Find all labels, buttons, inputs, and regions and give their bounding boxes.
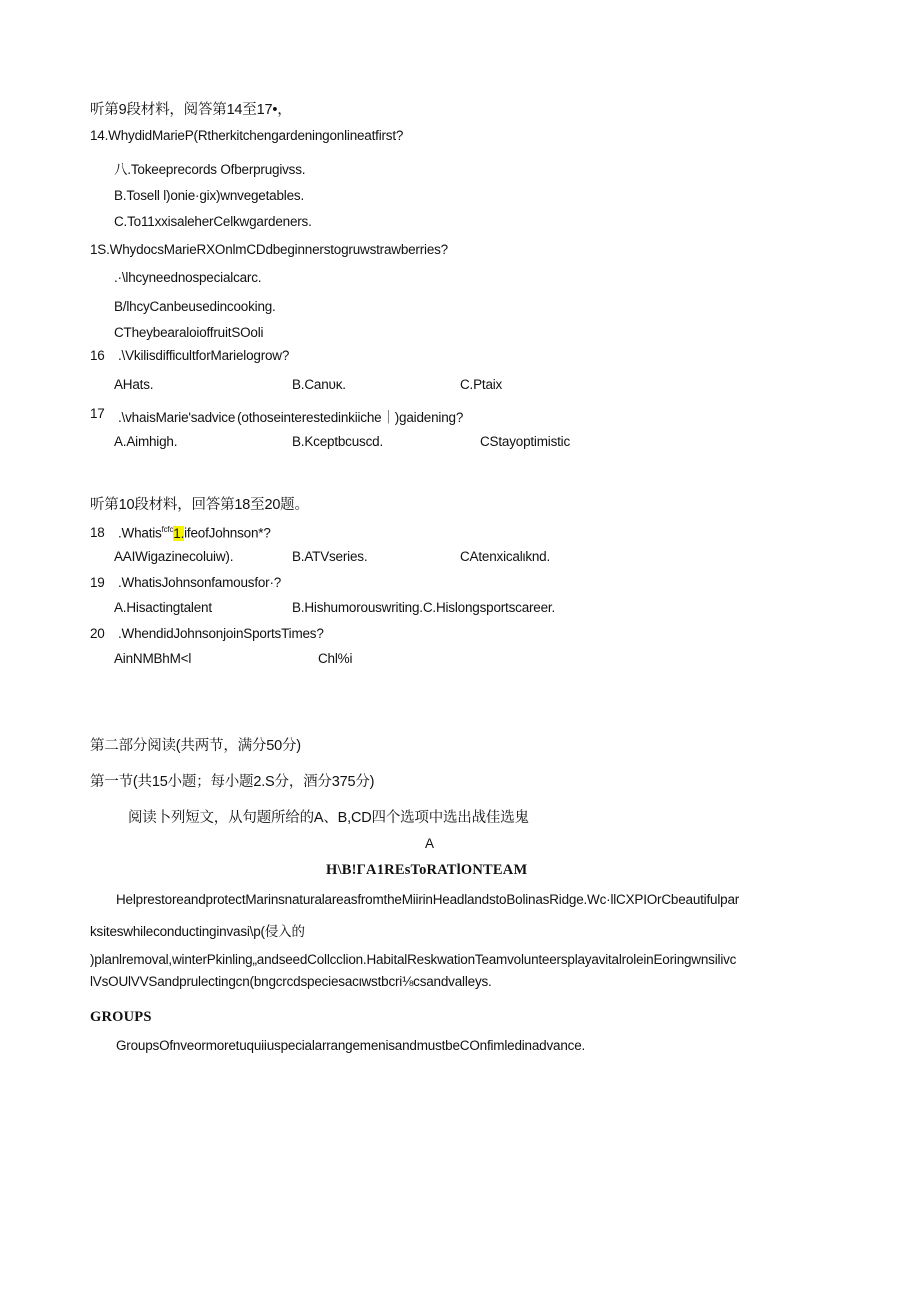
question-18-number: 18 bbox=[90, 525, 105, 540]
q20-option-c: Chl%i bbox=[318, 651, 353, 666]
question-20-number: 20 bbox=[90, 626, 105, 641]
reading-instructions: 阅读卜列短文，从句题所给的A、B,CD四个选项中选出战佳选鬼 bbox=[128, 810, 529, 826]
q16-option-b: B.Canυκ. bbox=[292, 377, 346, 392]
q19-option-c: C.Hislongsportscareer. bbox=[422, 600, 556, 615]
paragraph-line-3: )planlremoval,winterPkinling„andseedCollcclion.HabitalReskwationTeamvolunteersplayavitalroleinEoringwnsilivc bbox=[90, 952, 737, 967]
q19-option-b bbox=[292, 600, 555, 615]
question-15: 1S.WhydocsMarieRXOnlmCDdbeginnerstogruwstrawberries? bbox=[90, 242, 448, 257]
q17-option-c: CStayoptimistic bbox=[480, 434, 571, 449]
question-19-number: 19 bbox=[90, 575, 105, 590]
q18-option-c: CAtenxicalιknd. bbox=[460, 549, 551, 564]
question-20: .WhendidJohnsonjoinSportsTimes? bbox=[118, 626, 324, 641]
question-18-text-start: .Whatis bbox=[118, 525, 162, 541]
paragraph-line-2: ksiteswhileconductinginvasi\p(侵入的 bbox=[90, 924, 305, 939]
reading-part-header: 第二部分阅读(共两节，满分50分) bbox=[90, 738, 301, 754]
question-14: 14.WhydidMarieP(Rtherkitchengardeningonlineatfirst? bbox=[90, 128, 404, 143]
q14-option-c: C.To11xxisaleherCelkwgardeners. bbox=[114, 214, 312, 229]
q18-option-a: AAIWigazinecoluiw). bbox=[114, 549, 234, 564]
passage-title: H\B!ΓA1REsToRATlONTEAM bbox=[326, 862, 528, 878]
question-16-number: 16 bbox=[90, 348, 105, 363]
question-18-text-end: ifeofJohnson*? bbox=[184, 525, 271, 541]
question-17-text-start: .\vhaisMarie'sadvice bbox=[118, 410, 236, 425]
q15-option-c: CTheybearaloioffruitSOoli bbox=[114, 325, 264, 340]
section9-header: 听第9段材料，阅答第14至17•， bbox=[90, 102, 292, 118]
paragraph-line-4: lVsOUlVVSandprulectingcn(bngcrcdspeciesacιwstbcri⅛csandvalleys. bbox=[90, 974, 492, 989]
reading-section1-header: 第一节(共15小题；每小题2.S分，酒分375分) bbox=[90, 774, 375, 790]
q16-option-a: AHats. bbox=[114, 377, 154, 392]
question-19: .WhatisJohnsonfamousfor·? bbox=[118, 575, 282, 590]
q19-option-b-text: B.Hishumorouswriting. bbox=[292, 600, 423, 615]
q20-option-a: AinNMBhM<l bbox=[114, 651, 192, 666]
question-16: .\VkilisdifficultforMarielogrow? bbox=[118, 348, 290, 363]
q19-option-a: A.Hisactingtalent bbox=[114, 600, 212, 615]
q17-option-a: A.Aimhigh. bbox=[114, 434, 178, 449]
section10-header: 听第10段材料，回答第18至20题。 bbox=[90, 497, 309, 513]
q17-option-b: B.Kceptbcuscd. bbox=[292, 434, 384, 449]
question-18 bbox=[118, 525, 271, 541]
groups-text: GroupsOfnveormoretuquiiuspecialarrangemenisandmustbeCOnfimledinadvance. bbox=[116, 1038, 586, 1053]
question-18-superscript: fcfc bbox=[161, 525, 174, 534]
q15-option-b: B/lhcyCanbeusedincooking. bbox=[114, 299, 276, 314]
question-17 bbox=[118, 406, 463, 426]
q16-option-c: C.Ptaix bbox=[460, 377, 503, 392]
q18-option-b: B.ATVseries. bbox=[292, 549, 368, 564]
paragraph-line-1: HelprestoreandprotectMarinsnaturalareasfromtheMiirinHeadlandstoBolinasRidge.Wc·llCXPIOrCbeautifulpar bbox=[116, 892, 740, 907]
question-17-text-end: (othoseinterestedinkiiche｜)gaidening? bbox=[237, 410, 464, 425]
passage-letter: A bbox=[425, 836, 434, 851]
q14-option-a: 八.Tokeeprecords Ofberprugivss. bbox=[114, 162, 306, 177]
question-18-highlight: 1. bbox=[173, 525, 185, 541]
groups-heading: GROUPS bbox=[90, 1009, 152, 1025]
q15-option-a: .·\lhcyneednospecialcarc. bbox=[114, 270, 262, 285]
q14-option-b: B.Tosell l)onie·gix)wnvegetables. bbox=[114, 188, 304, 203]
question-17-number: 17 bbox=[90, 406, 105, 421]
